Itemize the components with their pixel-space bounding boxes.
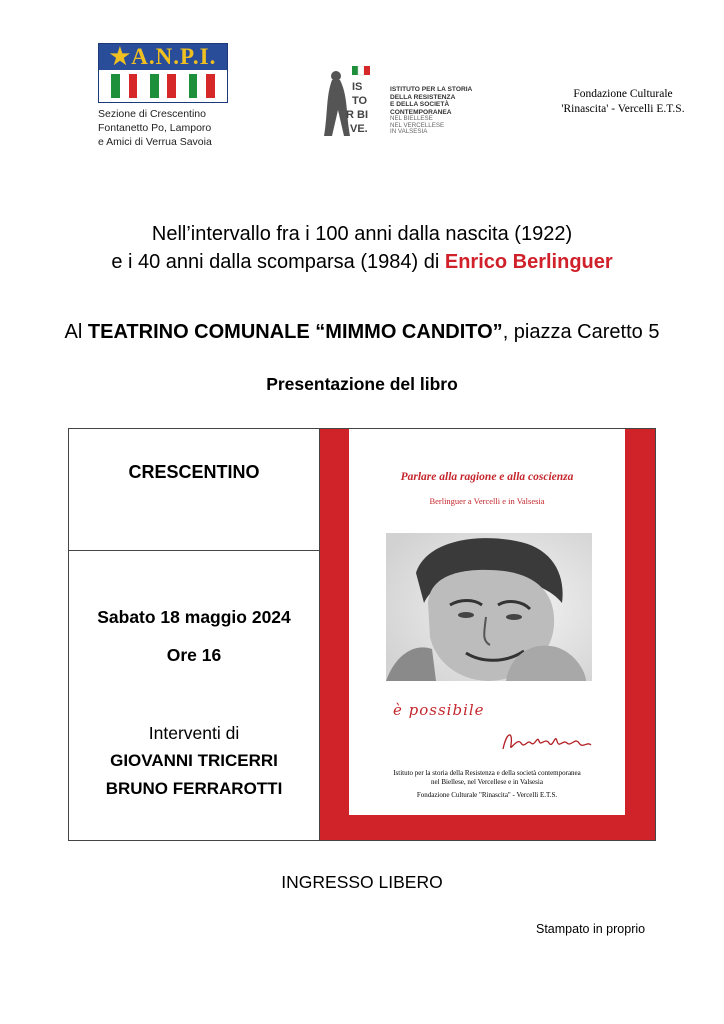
- honoree-name: Enrico Berlinguer: [444, 251, 613, 273]
- anpi-line: Fontanetto Po, Lamporo: [98, 122, 212, 134]
- venue: [0, 318, 724, 346]
- svg-text:IS: IS: [352, 81, 363, 93]
- flag-icon: [189, 74, 215, 98]
- book-cover: [320, 429, 655, 840]
- svg-text:R BI: R BI: [346, 109, 368, 121]
- publisher-line: Istituto per la storia della Resistenza e della società contemporanea: [393, 769, 581, 777]
- istoreto-name-line: CONTEMPORANEA: [390, 108, 452, 116]
- venue-name: TEATRINO COMUNALE “MIMMO CANDITO”: [87, 321, 503, 343]
- istoreto-area-line: IN VALSESIA: [390, 128, 428, 136]
- book-title: Parlare alla ragione e alla coscienza: [400, 471, 574, 483]
- istoreto-name-line: ISTITUTO PER LA STORIA: [390, 86, 473, 93]
- istoreto-area-line: NEL VERCELLESE: [390, 121, 445, 129]
- speaker-name: GIOVANNI TRICERRI: [110, 751, 278, 770]
- flag-icon: [150, 74, 176, 98]
- fondazione-line: Fondazione Culturale: [573, 88, 673, 100]
- anpi-line: Sezione di Crescentino: [98, 108, 206, 120]
- event-date: Sabato 18 maggio 2024: [97, 607, 291, 627]
- publisher-line: nel Biellese, nel Vercellese e in Valsesia: [431, 778, 543, 786]
- portrait-photo: [386, 533, 592, 681]
- istoreto-logo: [322, 66, 492, 138]
- town-cell: [69, 429, 319, 551]
- venue-prefix: Al: [64, 321, 88, 343]
- istoreto-name-line: DELLA RESISTENZA: [390, 93, 456, 101]
- speaker-name: BRUNO FERRAROTTI: [105, 779, 283, 798]
- svg-text:TO: TO: [352, 95, 368, 107]
- istoreto-name-line: E DELLA SOCIETÀ: [390, 101, 450, 108]
- flag-icon: [111, 74, 137, 98]
- event-box: [68, 428, 656, 841]
- book-subtitle: Berlinguer a Vercelli e in Valsesia: [429, 496, 545, 506]
- istoreto-name: [390, 86, 472, 116]
- istoreto-area-line: NEL BIELLESE: [390, 115, 433, 122]
- fondazione-logo: [548, 87, 698, 117]
- heading-line1: Nell’intervallo fra i 100 anni dalla nascita (1922): [151, 223, 573, 245]
- anpi-name: A.N.P.I.: [131, 44, 217, 69]
- book-publisher: [349, 769, 625, 787]
- event-town: CRESCENTINO: [128, 462, 260, 482]
- svg-text:VE.: VE.: [350, 123, 368, 135]
- event-details: [69, 429, 320, 840]
- book-foundation: Fondazione Culturale "Rinascita" - Vercelli E.T.S.: [416, 791, 558, 799]
- istoreto-mark-icon: [322, 66, 378, 138]
- book-cover-page: [349, 429, 625, 815]
- heading-line2: [0, 248, 724, 276]
- signature-icon: [499, 727, 595, 757]
- anpi-title: ★A.N.P.I.: [99, 44, 227, 70]
- heading-line2-prefix: e i 40 anni dalla scomparsa (1984) di: [111, 251, 445, 273]
- anpi-flags: [99, 70, 227, 102]
- fondazione-line: 'Rinascita' - Vercelli E.T.S.: [561, 103, 685, 115]
- anpi-section-text: [98, 107, 228, 149]
- handwritten-quote: è possibile: [393, 701, 485, 719]
- anpi-badge: [98, 43, 228, 103]
- anpi-line: e Amici di Verrua Savoia: [98, 136, 212, 148]
- speakers-label: Interventi di: [148, 723, 240, 743]
- event-time: Ore 16: [166, 645, 222, 665]
- istoreto-area: [390, 116, 444, 136]
- free-entry: INGRESSO LIBERO: [281, 872, 443, 892]
- presentation-label: Presentazione del libro: [266, 374, 458, 394]
- anpi-logo: [98, 43, 228, 149]
- venue-address: , piazza Caretto 5: [502, 321, 660, 343]
- printed-note: Stampato in proprio: [536, 922, 646, 936]
- heading: [0, 220, 724, 276]
